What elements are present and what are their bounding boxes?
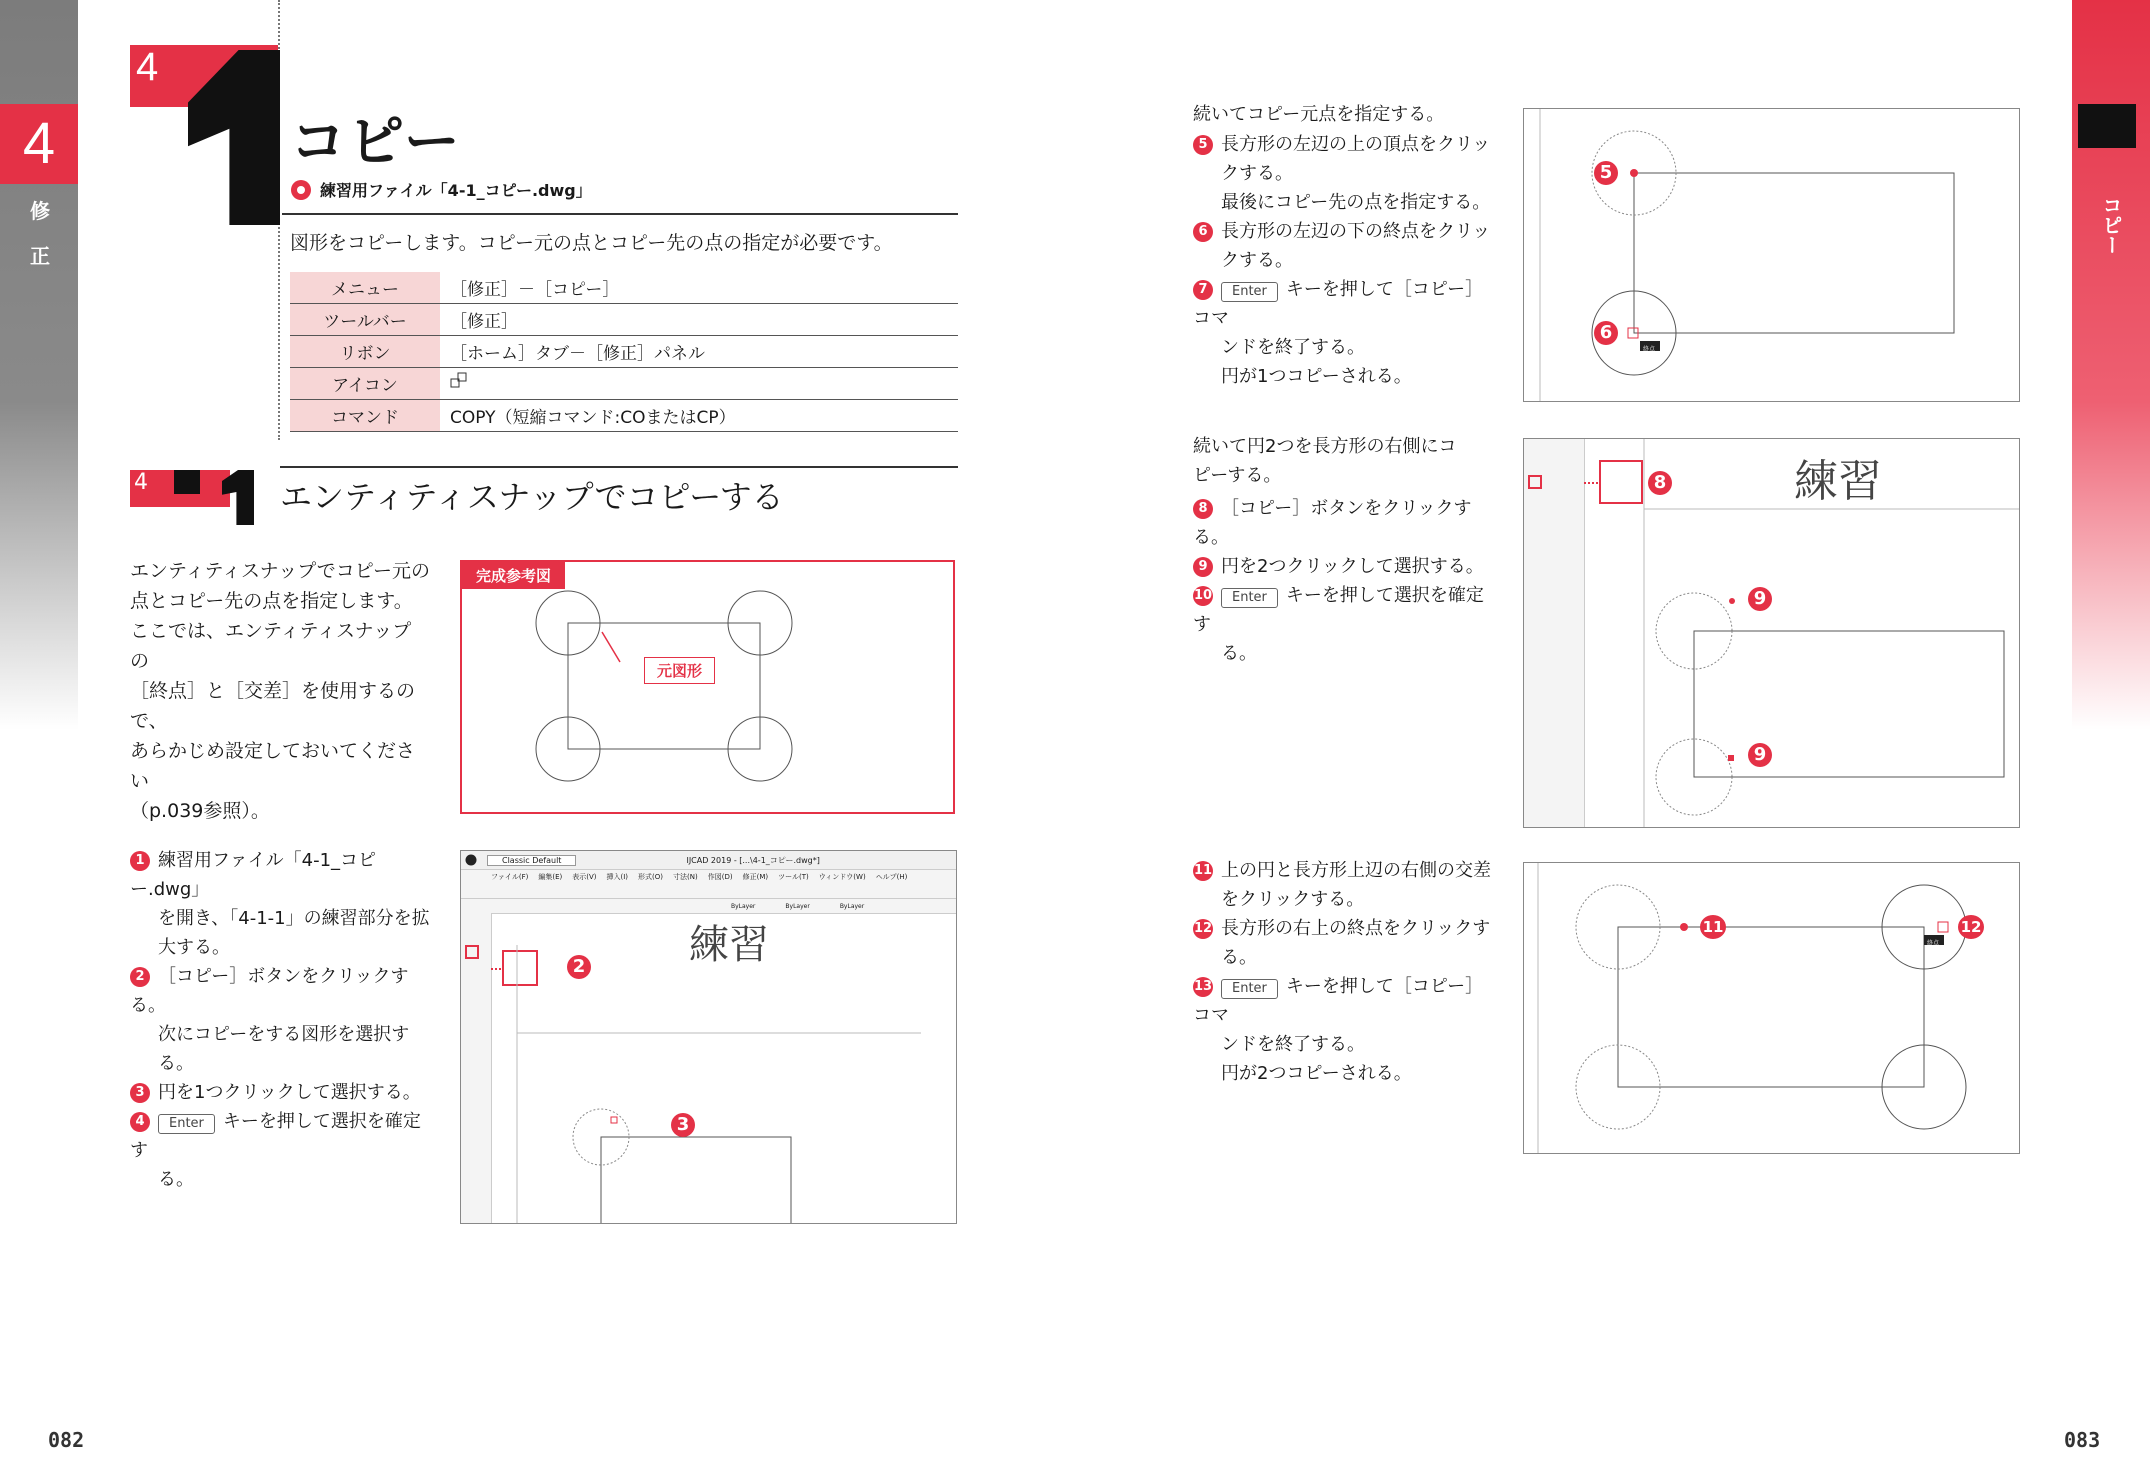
section-intro bbox=[130, 556, 430, 826]
intro-line: （p.039参照）。 bbox=[130, 800, 270, 822]
step-text: を開き、「4-1-1」の練習部分を拡 bbox=[158, 908, 430, 929]
step-line bbox=[130, 1020, 430, 1078]
spec-row bbox=[290, 336, 958, 368]
step-line bbox=[1193, 188, 1493, 217]
intro-line: 続いて円2つを長方形の右側にコ bbox=[1193, 436, 1457, 457]
step-number-badge: 10 bbox=[1193, 586, 1213, 606]
title-bar bbox=[461, 851, 956, 870]
enter-key: Enter bbox=[1221, 979, 1278, 999]
step-line bbox=[130, 962, 430, 1020]
step-number-badge: 5 bbox=[1193, 135, 1213, 155]
window-title: IJCAD 2019 - [...\4-1_コピー.dwg*] bbox=[686, 855, 820, 865]
draw-toolbar[interactable] bbox=[461, 913, 492, 1223]
right-intro-2 bbox=[1193, 432, 1493, 490]
page-number-left: 082 bbox=[48, 1428, 85, 1452]
callout-12: 12 bbox=[1958, 915, 1984, 939]
left-steps bbox=[130, 846, 430, 1194]
right-steps-2 bbox=[1193, 494, 1493, 668]
step-text: ンドを終了する。 bbox=[1221, 337, 1365, 358]
callout-8: 8 bbox=[1648, 471, 1672, 495]
step-text: 練習用ファイル「4-1_コピー.dwg」 bbox=[130, 850, 377, 900]
section-title: エンティティスナップでコピーする bbox=[280, 478, 784, 516]
step-number-badge: 11 bbox=[1193, 861, 1213, 881]
right-intro-1: 続いてコピー元点を指定する。 bbox=[1193, 104, 1445, 125]
step-line bbox=[130, 1165, 430, 1194]
right-steps-1 bbox=[1193, 130, 1493, 391]
side-tab-label: 修 bbox=[30, 199, 50, 223]
menu-item[interactable]: 表示(V) bbox=[572, 873, 597, 881]
step-text: 最後にコピー先の点を指定する。 bbox=[1221, 192, 1491, 213]
step-number-badge: 2 bbox=[130, 967, 150, 987]
callout-6: 6 bbox=[1594, 321, 1618, 345]
completed-figure bbox=[460, 560, 955, 814]
step-text: 円が2つコピーされる。 bbox=[1221, 1063, 1412, 1084]
menu-item[interactable]: ヘルプ(H) bbox=[875, 873, 908, 881]
step-text: 円を1つクリックして選択する。 bbox=[158, 1082, 421, 1103]
layer-dropdown[interactable]: ByLayer bbox=[731, 902, 756, 910]
menu-item[interactable]: ファイル(F) bbox=[491, 873, 529, 881]
practice-file-name: 練習用ファイル「4-1_コピー.dwg」 bbox=[320, 181, 592, 200]
step-line bbox=[1193, 885, 1493, 914]
step-text: る。 bbox=[1221, 643, 1257, 664]
snap-tooltip: 終点 bbox=[1643, 346, 1656, 353]
intro-text: 図形をコピーします。コピー元の点とコピー先の点の指定が必要です。 bbox=[290, 232, 893, 254]
callout-9: 9 bbox=[1748, 587, 1772, 611]
menu-item[interactable]: ウィンドウ(W) bbox=[818, 873, 866, 881]
step-text: ［コピー］ボタンをクリックする。 bbox=[130, 966, 409, 1016]
side-tab-label: 正 bbox=[30, 244, 50, 268]
workspace-dropdown[interactable]: Classic Default bbox=[487, 855, 576, 866]
step-text: る。 bbox=[1221, 947, 1257, 968]
spec-value: ［ホーム］タブ－［修正］パネル bbox=[440, 336, 958, 368]
intro-line: ［終点］と［交差］を使用するので、 bbox=[130, 680, 416, 732]
step-text: ［コピー］ボタンをクリックする。 bbox=[1193, 498, 1472, 548]
step-text: キーを押して選択を確定す bbox=[1193, 585, 1484, 635]
spec-key: コマンド bbox=[290, 400, 440, 432]
snap-tooltip: 終点 bbox=[1927, 940, 1940, 947]
page-number-right: 083 bbox=[2064, 1428, 2101, 1452]
callout-9b: 9 bbox=[1748, 743, 1772, 767]
step-number-badge: 3 bbox=[130, 1083, 150, 1103]
step-text: 次にコピーをする図形を選択する。 bbox=[158, 1024, 410, 1074]
step-text: クする。 bbox=[1221, 250, 1293, 271]
menu-item[interactable]: 挿入(I) bbox=[606, 873, 629, 881]
spec-row bbox=[290, 368, 958, 400]
cad-screenshot-3 bbox=[1523, 438, 2020, 828]
linetype-dropdown[interactable]: ByLayer bbox=[785, 902, 810, 910]
copy-tool-icon[interactable] bbox=[465, 945, 479, 959]
section-rule bbox=[280, 466, 958, 468]
section-number: 4 bbox=[134, 470, 148, 495]
spec-key: メニュー bbox=[290, 272, 440, 304]
menu-item[interactable]: 修正(M) bbox=[742, 873, 769, 881]
step-line bbox=[1193, 246, 1493, 275]
step-text: 大する。 bbox=[158, 937, 230, 958]
disc-icon bbox=[290, 179, 312, 201]
step-text: キーを押して［コピー］コマ bbox=[1193, 279, 1484, 329]
intro-line: ピーする。 bbox=[1193, 465, 1282, 486]
section-marker bbox=[174, 470, 200, 494]
spec-key: アイコン bbox=[290, 368, 440, 400]
step-number-badge: 13 bbox=[1193, 977, 1213, 997]
step-line bbox=[130, 1078, 430, 1107]
drawing-area-4[interactable] bbox=[1524, 863, 2019, 1153]
chapter-number-tab: 4 bbox=[0, 104, 78, 184]
step-number-badge: 1 bbox=[130, 851, 150, 871]
menu-item[interactable]: ツール(T) bbox=[778, 873, 809, 881]
spec-key: リボン bbox=[290, 336, 440, 368]
cad-screenshot-2 bbox=[1523, 108, 2020, 402]
page-title: コピー bbox=[290, 110, 462, 175]
step-text: キーを押して［コピー］コマ bbox=[1193, 976, 1484, 1026]
spec-value: COPY（短縮コマンド:COまたはCP） bbox=[440, 400, 958, 432]
step-number-badge: 4 bbox=[130, 1112, 150, 1132]
step-line bbox=[1193, 494, 1493, 552]
step-line bbox=[1193, 856, 1493, 885]
toolbar bbox=[461, 884, 956, 899]
step-line bbox=[1193, 333, 1493, 362]
enter-key: Enter bbox=[1221, 588, 1278, 608]
step-line bbox=[1193, 1059, 1493, 1088]
header-rule bbox=[282, 213, 958, 215]
step-text: 上の円と長方形上辺の右側の交差 bbox=[1221, 860, 1491, 881]
step-line bbox=[1193, 1030, 1493, 1059]
spec-row bbox=[290, 400, 958, 432]
practice-file bbox=[290, 178, 592, 201]
drawing-area-2[interactable] bbox=[1524, 109, 2019, 401]
step-number-badge: 6 bbox=[1193, 222, 1213, 242]
step-line bbox=[1193, 639, 1493, 668]
step-line bbox=[1193, 552, 1493, 581]
copy-tool-icon[interactable] bbox=[1528, 475, 1542, 489]
intro-line: あらかじめ設定しておいてください bbox=[130, 740, 416, 792]
intro-line: エンティティスナップでコピー元の bbox=[130, 560, 431, 582]
step-number-badge: 8 bbox=[1193, 499, 1213, 519]
step-line bbox=[1193, 159, 1493, 188]
right-steps-3 bbox=[1193, 856, 1493, 1088]
step-text: 円を2つクリックして選択する。 bbox=[1221, 556, 1484, 577]
lineweight-dropdown[interactable]: ByLayer bbox=[839, 902, 865, 910]
draw-toolbar[interactable] bbox=[1524, 439, 1585, 827]
step-line bbox=[1193, 581, 1493, 639]
practice-kanji: 練習 bbox=[689, 922, 769, 968]
step-line bbox=[1193, 943, 1493, 972]
side-tab-text: コピー bbox=[2099, 195, 2123, 255]
spec-value bbox=[440, 368, 958, 400]
menu-item[interactable]: 編集(E) bbox=[538, 873, 563, 881]
callout-5: 5 bbox=[1594, 161, 1618, 185]
step-line bbox=[1193, 914, 1493, 943]
completed-figure-drawing bbox=[462, 562, 953, 812]
step-line bbox=[1193, 972, 1493, 1030]
section-side-tab-right bbox=[2072, 0, 2150, 730]
copy-button-callout-box bbox=[503, 951, 537, 985]
step-line bbox=[130, 846, 430, 904]
app-logo-icon bbox=[465, 854, 477, 866]
copy-icon bbox=[450, 372, 468, 390]
step-text: る。 bbox=[158, 1169, 194, 1190]
callout-2: 2 bbox=[567, 955, 591, 979]
practice-kanji: 練習 bbox=[1794, 456, 1882, 507]
spec-value: ［修正］ bbox=[440, 304, 958, 336]
spec-key: ツールバー bbox=[290, 304, 440, 336]
step-line bbox=[130, 1107, 430, 1165]
step-line bbox=[1193, 275, 1493, 333]
side-tab-label bbox=[2095, 195, 2127, 260]
cad-screenshot-1 bbox=[460, 850, 957, 1224]
properties-bar bbox=[461, 899, 956, 914]
enter-key: Enter bbox=[158, 1114, 215, 1134]
callout-3: 3 bbox=[671, 1113, 695, 1137]
step-text: 長方形の右上の終点をクリックす bbox=[1221, 918, 1491, 939]
step-line bbox=[130, 904, 430, 933]
figure-label: 完成参考図 bbox=[462, 562, 565, 589]
step-text: クする。 bbox=[1221, 163, 1293, 184]
step-line bbox=[130, 933, 430, 962]
menu-item[interactable]: 作図(D) bbox=[707, 873, 733, 881]
step-line bbox=[1193, 130, 1493, 159]
step-number-badge: 7 bbox=[1193, 280, 1213, 300]
step-text: キーを押して選択を確定す bbox=[130, 1111, 421, 1161]
section-number-block bbox=[2078, 104, 2136, 148]
step-line bbox=[1193, 217, 1493, 246]
step-line bbox=[1193, 362, 1493, 391]
callout-11: 11 bbox=[1700, 915, 1726, 939]
step-text: をクリックする。 bbox=[1221, 889, 1365, 910]
step-text: 長方形の左辺の下の終点をクリッ bbox=[1221, 221, 1491, 242]
step-text: 長方形の左辺の上の頂点をクリッ bbox=[1221, 134, 1491, 155]
step-number-badge: 9 bbox=[1193, 557, 1213, 577]
menu-bar bbox=[461, 870, 956, 884]
step-number-badge: 12 bbox=[1193, 919, 1213, 939]
menu-item[interactable]: 寸法(N) bbox=[673, 873, 698, 881]
cad-screenshot-4 bbox=[1523, 862, 2020, 1154]
enter-key: Enter bbox=[1221, 282, 1278, 302]
menu-item[interactable]: 形式(O) bbox=[638, 873, 664, 881]
intro-line: 点とコピー先の点を指定します。 bbox=[130, 590, 413, 612]
spec-row bbox=[290, 272, 958, 304]
spec-row bbox=[290, 304, 958, 336]
spec-value: ［修正］－［コピー］ bbox=[440, 272, 958, 304]
intro-line: ここでは、エンティティスナップの bbox=[130, 620, 412, 672]
step-text: 円が1つコピーされる。 bbox=[1221, 366, 1412, 387]
chapter-number: 4 bbox=[136, 45, 159, 89]
spec-table bbox=[290, 272, 958, 432]
step-text: ンドを終了する。 bbox=[1221, 1034, 1365, 1055]
chapter-side-tab-left bbox=[0, 0, 78, 730]
original-shape-callout: 元図形 bbox=[644, 657, 715, 684]
